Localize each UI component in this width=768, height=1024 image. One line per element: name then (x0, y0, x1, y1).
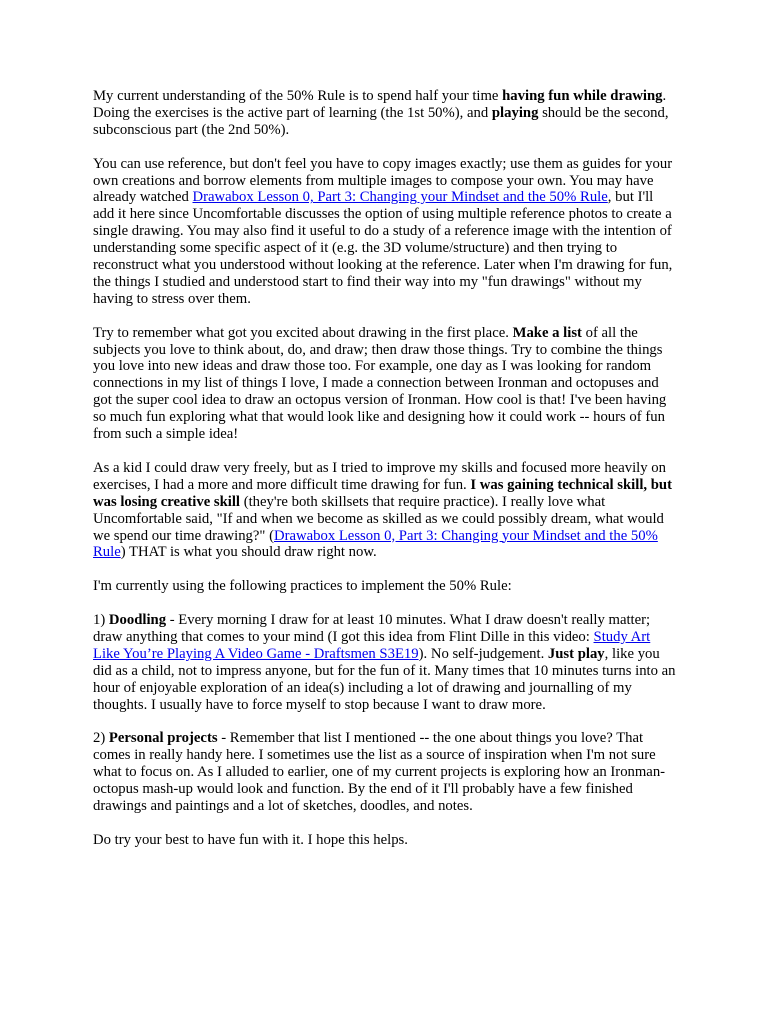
text-run: - Every morning I draw for at least 10 minutes. What I draw doesn't really matter; draw anything that comes to your mind (I got this idea from Flint Dille in this video: (93, 612, 651, 645)
text-run: 1) (93, 612, 109, 629)
bold-text: Doodling (108, 612, 167, 629)
text-run: (they're both skillsets that require practice). I really love what Uncomfortable said, "If and when we become as skilled as we could possibly dream, what would we spend our time drawing?" ( (93, 493, 664, 544)
text-run: of all the subjects you love to think about, do, and draw; then draw those things. Try to combine the things you love into new ideas and draw those too. For example, one day as I was looking for random connections in my list of things I love, I made a connection between Ironman and octopuses and got the super cool idea to draw an octopus version of Ironman. How cool is that! I've been having so much fun exploring what that would look like and designing how it could work -- hours of fun from such a simple idea! (93, 324, 667, 443)
text-run: Do try your best to have fun with it. I hope this helps. (93, 831, 408, 848)
paragraph-closing (93, 832, 677, 849)
text-run: As a kid I could draw very freely, but as I tried to improve my skills and focused more heavily on exercises, I had a more and more difficult time drawing for fun. (93, 459, 666, 493)
bold-text: Just play (547, 645, 605, 662)
bold-text: having fun while drawing (502, 88, 663, 104)
text-run: My current understanding of the 50% Rule is to spend half your time (93, 88, 503, 104)
text-run: , like you did as a child, not to impress anyone, but for the fun of it. Many times that 10 minutes turns into an hour of enjoyable exploration of an idea(s) including a lot of drawing and journalling of my thoughts. I usually have to force myself to stop because I want to draw more. (93, 645, 676, 713)
paragraph-doodling (93, 612, 677, 713)
text-run: ). No self-judgement. (418, 645, 548, 662)
draftsmen-video-link[interactable]: Study Art Like You’re Playing A Video Game - Draftsmen S3E19 (93, 628, 651, 662)
paragraph-personal-projects (93, 730, 677, 815)
bold-text: Make a list (512, 324, 582, 341)
bold-text: I was gaining technical skill, but was losing creative skill (93, 476, 672, 510)
paragraph-50-rule-definition (93, 88, 677, 139)
text-run: ) THAT is what you should draw right now. (120, 544, 377, 561)
paragraph-make-a-list (93, 325, 677, 443)
bold-text: Personal projects (108, 730, 218, 747)
drawabox-lesson-link-2[interactable]: Drawabox Lesson 0, Part 3: Changing your Mindset and the 50% Rule (93, 527, 658, 561)
text-run: should be the second, subconscious part (the 2nd 50%). (93, 104, 669, 138)
paragraph-creative-skill (93, 460, 677, 561)
text-run: 2) (93, 730, 109, 747)
bold-text: playing (491, 104, 539, 121)
text-run: You can use reference, but don't feel you have to copy images exactly; use them as guides for your own creations and borrow elements from multiple images to compose your own. You may have already watched (93, 155, 673, 206)
document-body (93, 88, 677, 866)
text-run: . Doing the exercises is the active part of learning (the 1st 50%), and (93, 88, 667, 121)
text-run: , but I'll add it here since Uncomfortable discusses the option of using multiple reference photos to create a single drawing. You may also find it useful to do a study of a reference image with the intention of understanding some specific aspect of it (e.g. the 3D volume/structure) and then trying to reconstruct what you understood without looking at the reference. Later when I'm drawing for fun, the things I studied and understood start to find their way into my "fun drawings" without my having to stress over them. (93, 189, 673, 307)
paragraph-reference-advice (93, 156, 677, 308)
drawabox-lesson-link[interactable]: Drawabox Lesson 0, Part 3: Changing your Mindset and the 50% Rule (192, 189, 608, 206)
text-run: Try to remember what got you excited about drawing in the first place. (93, 324, 513, 341)
text-run: - Remember that list I mentioned -- the one about things you love? That comes in really handy here. I sometimes use the list as a source of inspiration when I'm not sure what to focus on. As I alluded to earlier, one of my current projects is exploring how an Ironman-octopus mash-up would look and function. By the end of it I'll probably have a few finished drawings and paintings and a lot of sketches, doodles, and notes. (93, 730, 666, 814)
text-run: I'm currently using the following practices to implement the 50% Rule: (93, 578, 512, 595)
paragraph-practices-intro (93, 578, 677, 595)
